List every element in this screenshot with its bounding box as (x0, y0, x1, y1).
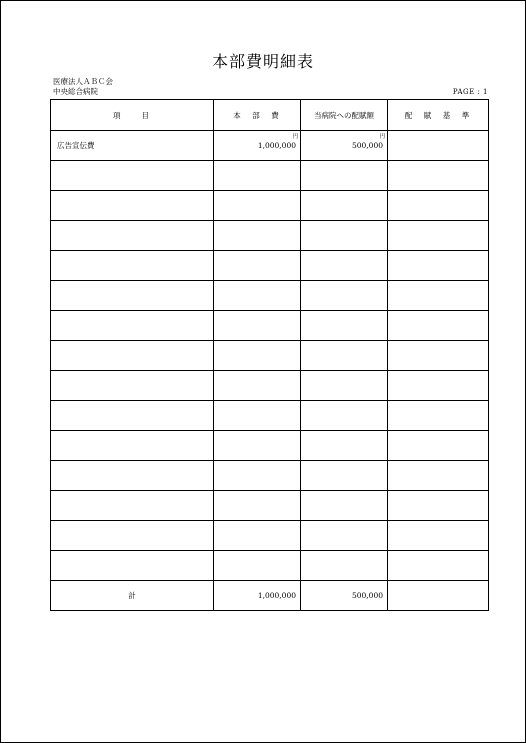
empty-cell (51, 311, 214, 341)
empty-cell (51, 161, 214, 191)
cost-table (50, 99, 489, 611)
empty-cell (51, 491, 214, 521)
empty-cell (301, 161, 388, 191)
cell-allocated-value: 500,000 (351, 141, 383, 150)
cell-allocated (301, 131, 388, 161)
total-allocated: 500,000 (301, 581, 388, 611)
empty-cell (301, 311, 388, 341)
empty-cell (388, 371, 489, 401)
header-allocated: 当病院への配賦額 (301, 100, 388, 131)
empty-cell (301, 521, 388, 551)
cell-hq-cost-value: 1,000,000 (257, 141, 296, 150)
empty-cell (51, 431, 214, 461)
facility-name: 中央総合病院 (53, 87, 98, 96)
empty-cell (388, 461, 489, 491)
empty-cell (51, 251, 214, 281)
empty-cell (51, 461, 214, 491)
empty-cell (214, 161, 301, 191)
cell-item: 広告宣伝費 (51, 131, 214, 161)
empty-cell (214, 341, 301, 371)
total-basis (388, 581, 489, 611)
empty-cell (51, 281, 214, 311)
table-row-empty (51, 551, 489, 581)
empty-cell (388, 401, 489, 431)
empty-cell (388, 251, 489, 281)
empty-cell (214, 281, 301, 311)
table-row-empty (51, 491, 489, 521)
empty-cell (214, 191, 301, 221)
empty-cell (388, 311, 489, 341)
table-row (51, 131, 489, 161)
document-title: 本部費明細表 (211, 52, 314, 71)
empty-cell (388, 431, 489, 461)
empty-cell (388, 341, 489, 371)
table-row-empty (51, 431, 489, 461)
table-row-empty (51, 461, 489, 491)
table-row-empty (51, 341, 489, 371)
empty-cell (51, 341, 214, 371)
empty-cell (51, 191, 214, 221)
empty-cell (214, 221, 301, 251)
empty-cell (214, 311, 301, 341)
empty-cell (51, 551, 214, 581)
empty-cell (301, 191, 388, 221)
empty-cell (388, 221, 489, 251)
organization-name: 医療法人ＡＢＣ会 (53, 77, 113, 86)
empty-cell (301, 431, 388, 461)
empty-cell (214, 431, 301, 461)
table-row-empty (51, 251, 489, 281)
empty-cell (51, 401, 214, 431)
empty-cell (301, 371, 388, 401)
header-item: 項 目 (51, 100, 214, 131)
empty-cell (301, 281, 388, 311)
total-row (51, 581, 489, 611)
page-number: PAGE : 1 (452, 88, 488, 96)
empty-cell (301, 341, 388, 371)
empty-cell (301, 401, 388, 431)
total-hq-cost: 1,000,000 (214, 581, 301, 611)
empty-cell (51, 521, 214, 551)
table-row-empty (51, 401, 489, 431)
empty-cell (388, 281, 489, 311)
empty-cell (214, 461, 301, 491)
header-basis: 配 賦 基 準 (388, 100, 489, 131)
yen-unit-label: 円 (292, 134, 298, 140)
table-row-empty (51, 221, 489, 251)
yen-unit-label: 円 (379, 134, 385, 140)
empty-cell (51, 371, 214, 401)
empty-cell (388, 191, 489, 221)
table-row-empty (51, 521, 489, 551)
table-row-empty (51, 161, 489, 191)
empty-cell (301, 491, 388, 521)
empty-cell (51, 221, 214, 251)
empty-cell (214, 551, 301, 581)
empty-cell (214, 251, 301, 281)
empty-cell (388, 161, 489, 191)
cell-hq-cost (214, 131, 301, 161)
cell-basis (388, 131, 489, 161)
empty-cell (214, 521, 301, 551)
empty-cell (214, 371, 301, 401)
table-header-row (51, 100, 489, 131)
table-row-empty (51, 191, 489, 221)
header-hq-cost: 本 部 費 (214, 100, 301, 131)
empty-cell (214, 491, 301, 521)
empty-cell (388, 491, 489, 521)
empty-cell (214, 401, 301, 431)
total-label: 計 (51, 581, 214, 611)
empty-cell (301, 461, 388, 491)
empty-cell (301, 551, 388, 581)
empty-cell (301, 251, 388, 281)
table-row-empty (51, 311, 489, 341)
empty-cell (388, 551, 489, 581)
table-row-empty (51, 281, 489, 311)
empty-cell (301, 221, 388, 251)
table-row-empty (51, 371, 489, 401)
empty-cell (388, 521, 489, 551)
